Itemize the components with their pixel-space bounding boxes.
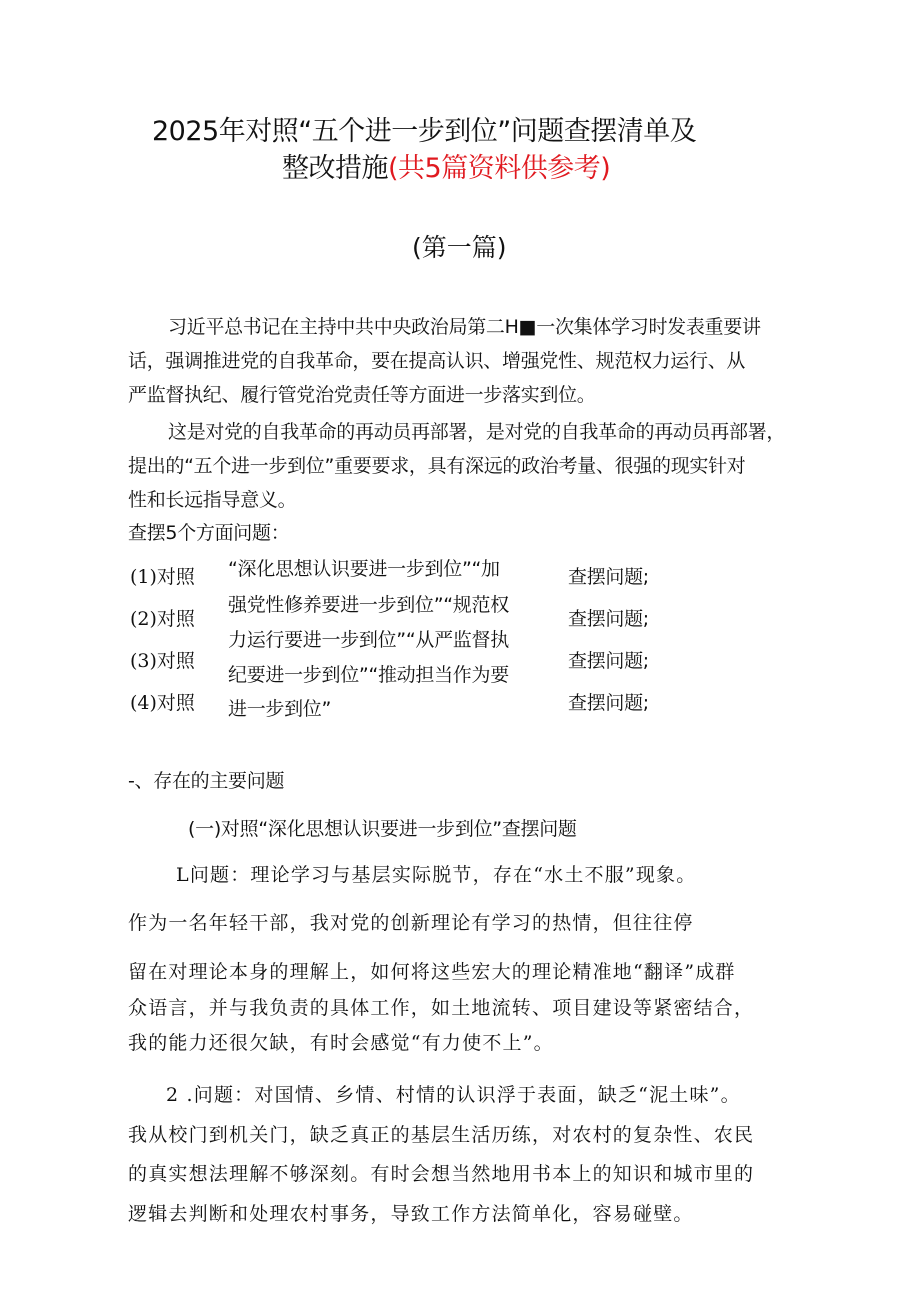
item1-body-line: 我的能力还很欠缺，有时会感觉“有力使不上”。 — [128, 1032, 554, 1054]
row-result: 查摆问题; — [568, 650, 649, 672]
list-heading: 查摆5个方面问题： — [128, 522, 290, 544]
document-title-line1: 2025年对照“五个进一步到位”问题查摆清单及 — [152, 116, 697, 147]
section-subheading: (一)对照“深化思想认识要进一步到位”查摆问题 — [188, 818, 577, 840]
document-title-main: 整改措施 — [282, 153, 388, 184]
item2-body-line: 的真实想法理解不够深刻。有时会想当然地用书本上的知识和城市里的 — [128, 1163, 755, 1185]
row-result: 查摆问题; — [568, 566, 649, 588]
document-title-note: (共5篇资料供参考) — [388, 153, 611, 184]
item1-heading: L问题：理论学习与基层实际脱节，存在“水土不服”现象。 — [176, 864, 697, 886]
item2-body-line: 逻辑去判断和处理农村事务，导致工作方法简单化，容易碰壁。 — [128, 1203, 694, 1225]
middle-line: “深化思想认识要进一步到位”“加 — [228, 558, 500, 580]
row-label: (2)对照 — [130, 608, 195, 630]
row-label: (3)对照 — [130, 650, 195, 672]
middle-line: 力运行要进一步到位”“从严监督执 — [228, 629, 509, 651]
middle-line: 强党性修养要进一步到位”“规范权 — [228, 594, 509, 616]
intro-p2-line3: 性和长远指导意义。 — [128, 489, 297, 511]
middle-line: 进一步到位” — [228, 698, 332, 720]
row-result: 查摆问题; — [568, 692, 649, 714]
item2-heading: 2 .问题：对国情、乡情、村情的认识浮于表面，缺乏“泥土味”。 — [166, 1084, 741, 1106]
row-label: (1)对照 — [130, 566, 195, 588]
row-label: (4)对照 — [130, 692, 195, 714]
intro-p1-line2: 话，强调推进党的自我革命，要在提高认识、增强党性、规范权力运行、从 — [128, 350, 746, 372]
intro-p2-line2: 提出的“五个进一步到位”重要要求，具有深远的政治考量、很强的现实针对 — [128, 455, 746, 477]
item1-body-line: 作为一名年轻干部，我对党的创新理论有学习的热情，但往往停 — [128, 912, 694, 934]
intro-p2-line1: 这是对党的自我革命的再动员再部署，是对党的自我革命的再动员再部署， — [168, 421, 786, 443]
part-label: (第一篇) — [412, 233, 507, 262]
section-heading: -、存在的主要问题 — [128, 770, 285, 792]
item2-body-line: 我从校门到机关门，缺乏真正的基层生活历练，对农村的复杂性、农民 — [128, 1124, 755, 1146]
intro-p1-line3: 严监督执纪、履行管党治党责任等方面进一步落实到位。 — [128, 384, 596, 406]
middle-line: 纪要进一步到位”“推动担当作为要 — [228, 664, 509, 686]
document-title-line2 — [282, 146, 610, 185]
row-result: 查摆问题; — [568, 608, 649, 630]
intro-p1-line1: 习近平总书记在主持中共中央政治局第二H■一次集体学习时发表重要讲 — [168, 316, 761, 338]
item1-body-line: 留在对理论本身的理解上，如何将这些宏大的理论精准地“翻译”成群 — [128, 961, 736, 983]
item1-body-line: 众语言，并与我负责的具体工作，如土地流转、项目建设等紧密结合， — [128, 997, 755, 1019]
